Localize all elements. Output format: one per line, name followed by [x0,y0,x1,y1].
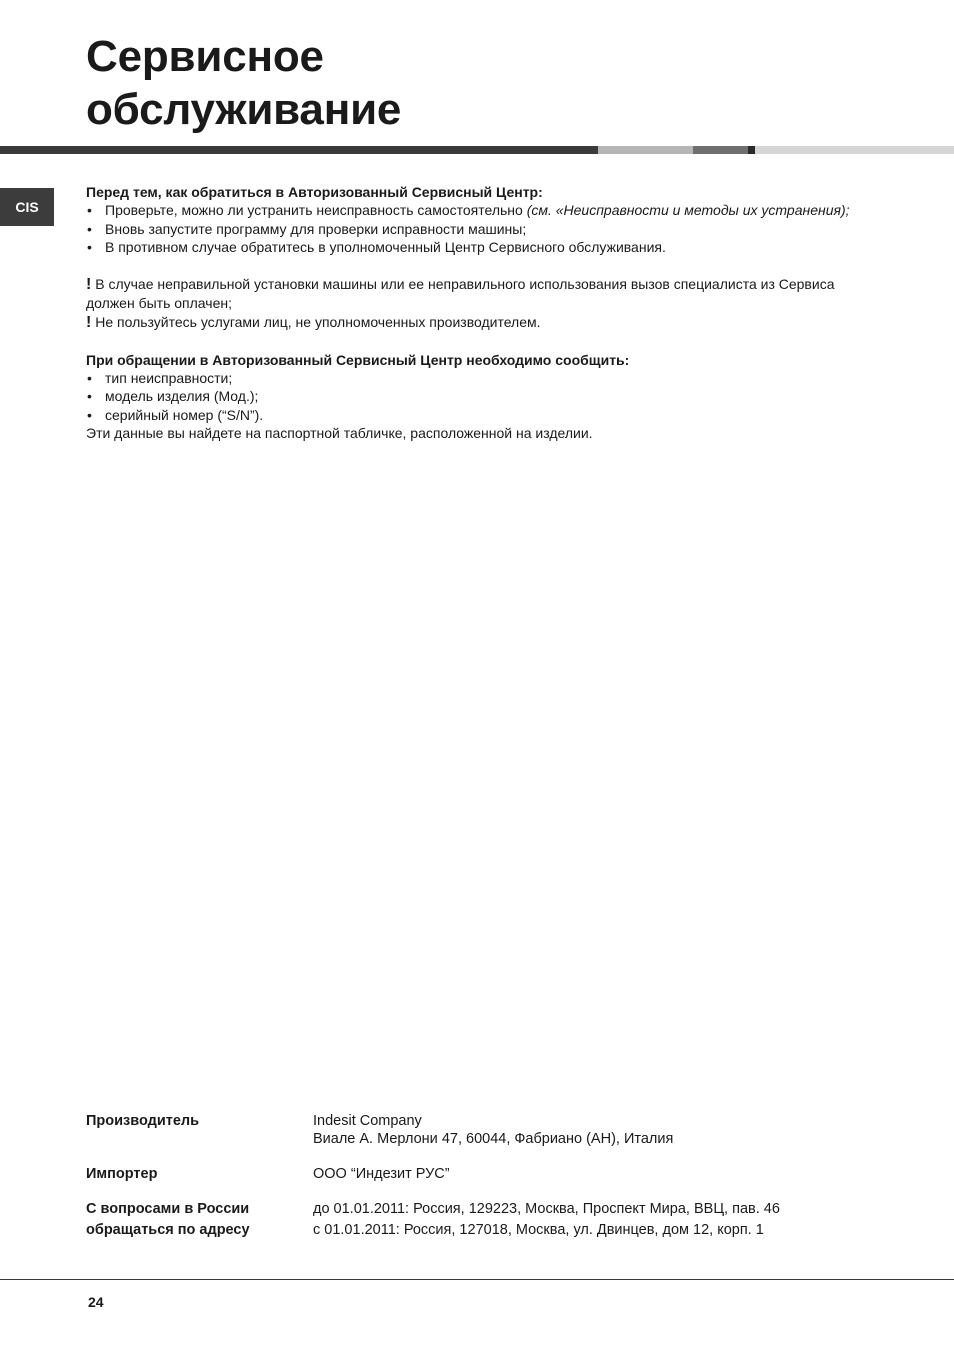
section-heading-report: При обращении в Авторизованный Сервисный Центр необходимо сообщить: [86,351,630,368]
main-content [86,183,862,443]
warning-paid-service: ! В случае неправильной установки машины или ее неправильного использования вызов специалиста из Сервиса должен быть оплачен; [86,276,835,312]
header-rule-segment [755,146,954,154]
list-item: • Вновь запустите программу для проверки исправности машины; [86,220,862,238]
page-title-line-2: обслуживание [86,85,402,134]
page-title [86,30,401,136]
list-item: • В противном случае обратитесь в уполномоченный Центр Сервисного обслуживания. [86,238,862,256]
header-rule-segment [693,146,748,154]
rating-plate-note: Эти данные вы найдете на паспортной табличке, расположенной на изделии. [86,425,593,442]
warning-mark: ! [86,313,92,331]
manufacturer-label: Производитель [86,1113,200,1129]
header-rule-segment [748,146,755,154]
footer-rule [0,1279,954,1280]
importer-label: Импортер [86,1166,158,1182]
manufacturer-value: Indesit Company Виале А. Мерлони 47, 60044, Фабриано (АН), Италия [313,1113,674,1147]
list-item: • Проверьте, можно ли устранить неисправность самостоятельно (см. «Неисправности и методы их устранения); [86,201,862,219]
warning-mark: ! [86,276,92,294]
list-item: • серийный номер (“S/N”). [86,406,862,424]
language-tab: CIS [0,188,54,226]
page-title-line-1: Сервисное [86,32,324,81]
section-heading-before-contact: Перед тем, как обратиться в Авторизованный Сервисный Центр: [86,184,543,200]
list-item: • тип неисправности; [86,369,862,387]
contact-row [86,1199,886,1241]
checklist [86,201,862,256]
contact-label: С вопросами в России обращаться по адресу [86,1201,250,1238]
importer-row [86,1165,886,1183]
header-rule-segment [0,146,598,154]
manufacturer-info [86,1112,886,1241]
header-rule-segment [598,146,693,154]
manufacturer-row [86,1112,886,1148]
page-number: 24 [88,1294,104,1310]
list-item: • модель изделия (Мод.); [86,387,862,405]
contact-address: до 01.01.2011: Россия, 129223, Москва, Проспект Мира, ВВЦ, пав. 46 с 01.01.2011: Россия, 127018, Москва, ул. Двинцев, дом 12, корп. 1 [313,1201,780,1238]
warning-unauthorized: ! Не пользуйтесь услугами лиц, не уполномоченных производителем. [86,313,541,331]
importer-value: ООО “Индезит РУС” [313,1166,450,1182]
report-list [86,369,862,424]
